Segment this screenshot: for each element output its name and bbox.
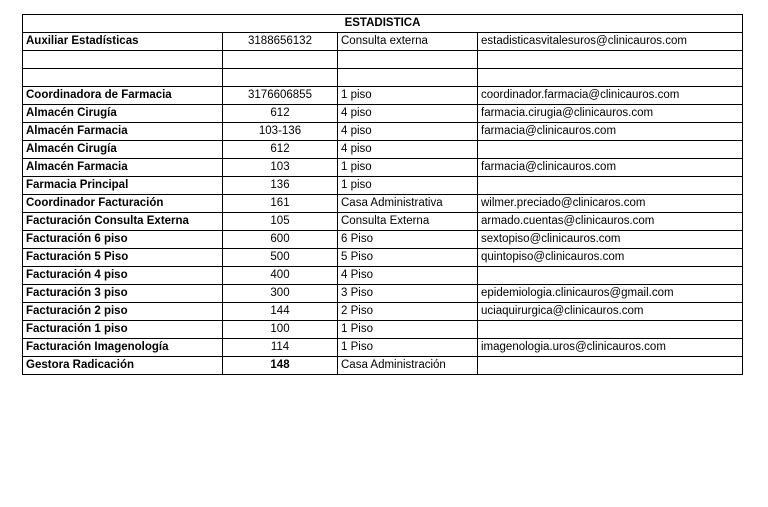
extension-cell: 103	[223, 159, 338, 177]
email-cell	[478, 321, 743, 339]
location-cell: Consulta externa	[338, 33, 478, 51]
email-cell: farmacia@clinicauros.com	[478, 159, 743, 177]
extension-cell: 136	[223, 177, 338, 195]
email-cell: wilmer.preciado@clinicaros.com	[478, 195, 743, 213]
email-cell	[478, 177, 743, 195]
extension-cell: 3176606855	[223, 87, 338, 105]
extension-cell: 114	[223, 339, 338, 357]
extension-cell: 100	[223, 321, 338, 339]
location-cell: 1 piso	[338, 159, 478, 177]
table-row	[23, 69, 743, 87]
department-cell: Facturación 4 piso	[23, 267, 223, 285]
department-cell: Coordinadora de Farmacia	[23, 87, 223, 105]
table-row	[23, 231, 743, 249]
table-row	[23, 123, 743, 141]
department-cell	[23, 69, 223, 87]
department-cell: Almacén Farmacia	[23, 159, 223, 177]
email-cell	[478, 267, 743, 285]
email-cell: imagenologia.uros@clinicauros.com	[478, 339, 743, 357]
table-row	[23, 249, 743, 267]
table-row	[23, 105, 743, 123]
department-cell: Facturación Imagenología	[23, 339, 223, 357]
location-cell: 5 Piso	[338, 249, 478, 267]
email-cell: armado.cuentas@clinicauros.com	[478, 213, 743, 231]
location-cell	[338, 51, 478, 69]
table-row	[23, 267, 743, 285]
extension-cell	[223, 51, 338, 69]
table-row	[23, 51, 743, 69]
department-cell: Facturación 3 piso	[23, 285, 223, 303]
department-cell: Facturación 6 piso	[23, 231, 223, 249]
extension-cell: 148	[223, 357, 338, 375]
extension-cell: 612	[223, 141, 338, 159]
table-row	[23, 321, 743, 339]
location-cell: 4 piso	[338, 141, 478, 159]
location-cell	[338, 69, 478, 87]
extension-cell: 612	[223, 105, 338, 123]
table-row	[23, 33, 743, 51]
location-cell: 4 piso	[338, 105, 478, 123]
email-cell: estadisticasvitalesuros@clinicauros.com	[478, 33, 743, 51]
table-row	[23, 339, 743, 357]
extension-cell: 144	[223, 303, 338, 321]
table-row	[23, 357, 743, 375]
extension-cell: 300	[223, 285, 338, 303]
department-cell: Auxiliar Estadísticas	[23, 33, 223, 51]
location-cell: 2 Piso	[338, 303, 478, 321]
email-cell: farmacia@clinicauros.com	[478, 123, 743, 141]
email-cell	[478, 51, 743, 69]
department-cell: Facturación 1 piso	[23, 321, 223, 339]
email-cell: epidemiologia.clinicauros@gmail.com	[478, 285, 743, 303]
location-cell: 6 Piso	[338, 231, 478, 249]
location-cell: Consulta Externa	[338, 213, 478, 231]
location-cell: 1 Piso	[338, 321, 478, 339]
location-cell: 3 Piso	[338, 285, 478, 303]
department-cell: Almacén Cirugía	[23, 141, 223, 159]
email-cell: quintopiso@clinicauros.com	[478, 249, 743, 267]
title-row	[23, 15, 743, 33]
department-cell: Facturación 5 Piso	[23, 249, 223, 267]
table-row	[23, 177, 743, 195]
location-cell: 1 piso	[338, 87, 478, 105]
department-cell	[23, 51, 223, 69]
department-cell: Almacén Cirugía	[23, 105, 223, 123]
location-cell: 1 Piso	[338, 339, 478, 357]
extension-cell: 400	[223, 267, 338, 285]
location-cell: 1 piso	[338, 177, 478, 195]
department-cell: Almacén Farmacia	[23, 123, 223, 141]
extension-cell: 3188656132	[223, 33, 338, 51]
location-cell: 4 piso	[338, 123, 478, 141]
location-cell: 4 Piso	[338, 267, 478, 285]
email-cell: farmacia.cirugia@clinicauros.com	[478, 105, 743, 123]
table-row	[23, 159, 743, 177]
email-cell: uciaquirurgica@clinicauros.com	[478, 303, 743, 321]
extension-cell	[223, 69, 338, 87]
email-cell	[478, 357, 743, 375]
location-cell: Casa Administrativa	[338, 195, 478, 213]
table-row	[23, 213, 743, 231]
location-cell: Casa Administración	[338, 357, 478, 375]
department-cell: Gestora Radicación	[23, 357, 223, 375]
extension-cell: 161	[223, 195, 338, 213]
department-cell: Coordinador Facturación	[23, 195, 223, 213]
table-row	[23, 285, 743, 303]
email-cell: sextopiso@clinicauros.com	[478, 231, 743, 249]
department-cell: Facturación Consulta Externa	[23, 213, 223, 231]
extension-cell: 500	[223, 249, 338, 267]
extension-cell: 105	[223, 213, 338, 231]
table-title: ESTADISTICA	[23, 15, 743, 33]
email-cell	[478, 141, 743, 159]
table-row	[23, 141, 743, 159]
extension-cell: 600	[223, 231, 338, 249]
extension-cell: 103-136	[223, 123, 338, 141]
table-row	[23, 87, 743, 105]
table-row	[23, 303, 743, 321]
email-cell: coordinador.farmacia@clinicauros.com	[478, 87, 743, 105]
directory-table	[22, 14, 743, 375]
table-row	[23, 195, 743, 213]
department-cell: Facturación 2 piso	[23, 303, 223, 321]
department-cell: Farmacia Principal	[23, 177, 223, 195]
email-cell	[478, 69, 743, 87]
